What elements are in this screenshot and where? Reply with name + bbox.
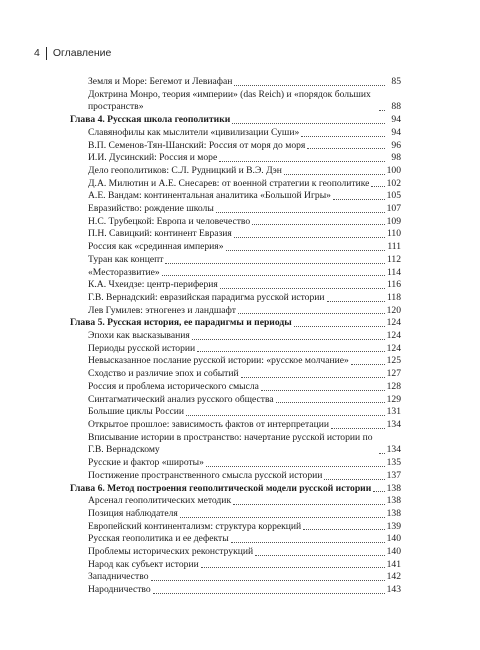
toc-entry-title: Европейский континентализм: структура коррекций <box>88 520 302 532</box>
dot-leader <box>255 555 384 556</box>
toc-entry <box>70 368 401 381</box>
toc-entry-title: Россия и проблема исторического смысла <box>88 380 259 392</box>
toc-page-number: 137 <box>386 469 401 481</box>
toc-entry <box>70 355 401 368</box>
toc-page-number: 131 <box>386 406 401 418</box>
dot-leader <box>180 517 385 518</box>
toc-entry-title: Позиция наблюдателя <box>88 507 178 519</box>
dot-leader <box>241 377 385 378</box>
toc-entry-title: Дело геополитиков: С.Л. Рудницкий и В.Э. Дэн <box>88 164 282 176</box>
toc-entry-title: Русская геополитика и ее дефекты <box>88 533 229 545</box>
toc-entry-title: В.П. Семенов-Тян-Шанский: Россия от моря до моря <box>88 139 306 151</box>
toc-entry-title: Н.С. Трубецкой: Европа и человечество <box>88 215 251 227</box>
dot-leader <box>192 339 385 340</box>
toc-entry <box>70 305 401 318</box>
toc-entry <box>70 406 401 419</box>
dot-leader <box>233 504 385 505</box>
toc-entry <box>70 330 401 343</box>
toc-page-number: 138 <box>386 507 401 519</box>
toc-entry-title: П.Н. Савицкий: континент Евразия <box>88 228 232 240</box>
toc-page-number: 127 <box>386 368 401 380</box>
toc-entry <box>70 140 401 153</box>
toc-entry-title: Вписывание истории в пространство: начертание русской истории по Г.В. Вернадскому <box>88 431 373 456</box>
header-divider <box>46 47 47 60</box>
dot-leader <box>373 491 384 492</box>
toc-page-number: 124 <box>386 342 401 354</box>
toc-entry <box>70 584 401 597</box>
toc-page-number: 111 <box>387 241 401 253</box>
toc-entry-title: «Месторазвитие» <box>88 266 160 278</box>
dot-leader <box>331 428 385 429</box>
toc-page-number: 139 <box>386 520 401 532</box>
dot-leader <box>197 351 384 352</box>
toc-entry-title: Проблемы исторических реконструкций <box>88 546 254 558</box>
toc-entry <box>70 279 401 292</box>
toc-page-number: 98 <box>391 152 401 164</box>
toc-entry <box>70 495 401 508</box>
toc-page-number: 134 <box>386 444 401 456</box>
dot-leader <box>379 453 385 454</box>
toc-entry <box>70 89 401 114</box>
toc-entry-title: Арсенал геополитических методик <box>88 495 232 507</box>
toc-entry <box>70 533 401 546</box>
toc-page-number: 125 <box>386 355 401 367</box>
toc-chapter-heading <box>70 317 401 330</box>
toc-page-number: 118 <box>386 291 401 303</box>
dot-leader <box>294 326 385 327</box>
toc-page-number: 124 <box>386 330 401 342</box>
toc-entry-title: Доктрина Монро, теория «империи» (das Reich) и «порядок больших пространств» <box>88 88 371 113</box>
toc-page-number: 134 <box>386 418 401 430</box>
toc-page-number: 109 <box>386 215 401 227</box>
toc-entry <box>70 152 401 165</box>
toc-entry <box>70 216 401 229</box>
dot-leader <box>301 136 385 137</box>
dot-leader <box>284 174 385 175</box>
toc-entry-title: Синтагматический анализ русского общества <box>88 393 274 405</box>
dot-leader <box>333 199 385 200</box>
toc-page-number: 114 <box>386 266 401 278</box>
toc-entry <box>70 165 401 178</box>
toc-entry-title: Глава 5. Русская история, ее парадигмы и периоды <box>70 317 292 329</box>
dot-leader <box>231 542 385 543</box>
toc-entry-title: Земля и Море: Бегемот и Левиафан <box>88 76 233 87</box>
toc-page-number: 94 <box>391 126 401 138</box>
dot-leader <box>234 237 385 238</box>
dot-leader <box>153 593 385 594</box>
toc-entry-title: Лев Гумилев: этногенез и ландшафт <box>88 304 236 316</box>
dot-leader <box>226 250 385 251</box>
dot-leader <box>220 288 385 289</box>
toc-entry-title: Евразийство: рождение школы <box>88 203 214 215</box>
dot-leader <box>216 212 385 213</box>
toc-entry-title: К.А. Чхеидзе: центр-периферия <box>88 279 218 291</box>
toc-chapter-heading <box>70 483 401 496</box>
toc-page-number: 140 <box>386 546 401 558</box>
toc-page-number: 143 <box>386 584 401 596</box>
toc-entry <box>70 228 401 241</box>
dot-leader <box>206 466 385 467</box>
toc-entry-title: Сходство и различие эпох и событий <box>88 368 239 380</box>
toc-entry <box>70 292 401 305</box>
toc-entry <box>70 127 401 140</box>
toc-entry <box>70 571 401 584</box>
toc-entry <box>70 203 401 216</box>
toc-entry <box>70 432 401 457</box>
toc-entry-title: Западничество <box>88 571 149 583</box>
toc-page-number: 135 <box>386 457 401 469</box>
toc-entry <box>70 343 401 356</box>
dot-leader <box>327 301 385 302</box>
dot-leader <box>238 313 385 314</box>
toc-entry <box>70 190 401 203</box>
toc-entry-title: Народ как субъект истории <box>88 558 199 570</box>
toc-entry-title: Периоды русской истории <box>88 342 196 354</box>
toc-entry-title: Россия как «срединная империя» <box>88 241 224 253</box>
dot-leader <box>303 529 384 530</box>
toc-entry <box>70 381 401 394</box>
toc-entry <box>70 521 401 534</box>
toc-entry-title: Большие циклы России <box>88 406 184 418</box>
dot-leader <box>276 402 385 403</box>
dot-leader <box>219 161 385 162</box>
toc-entry <box>70 241 401 254</box>
toc-entry-title: Русские и фактор «широты» <box>88 457 204 469</box>
toc-entry <box>70 254 401 267</box>
toc-entry <box>70 419 401 432</box>
running-header <box>34 46 111 60</box>
toc-page-number: 102 <box>386 177 401 189</box>
toc-entry-title: Открытое прошлое: зависимость фактов от интерпретации <box>88 418 329 430</box>
toc-entry-title: Невысказанное послание русской истории: «русское молчание» <box>88 355 349 367</box>
toc-entry-title: А.Е. Вандам: континентальная аналитика «Большой Игры» <box>88 190 331 202</box>
dot-leader <box>324 479 384 480</box>
toc-page-number: 107 <box>386 203 401 215</box>
toc-entry <box>70 178 401 191</box>
dot-leader <box>234 85 385 86</box>
toc-entry-title: Глава 6. Метод построения геополитической модели русской истории <box>70 482 372 494</box>
dot-leader <box>379 110 385 111</box>
toc-page-number: 138 <box>386 495 401 507</box>
toc-entry <box>70 267 401 280</box>
toc-page-number: 128 <box>386 380 401 392</box>
toc-entry <box>70 559 401 572</box>
dot-leader <box>252 224 384 225</box>
toc-entry-title: Глава 4. Русская школа геополитики <box>70 114 231 126</box>
toc-page-number: 124 <box>386 317 401 329</box>
toc-page-number: 116 <box>386 279 401 291</box>
toc-page-number: 96 <box>391 139 401 151</box>
toc-page-number: 138 <box>386 482 401 494</box>
toc-entry <box>70 508 401 521</box>
toc-entry-title: Г.В. Вернадский: евразийская парадигма русской истории <box>88 291 325 303</box>
dot-leader <box>162 275 385 276</box>
toc-page-number: 140 <box>386 533 401 545</box>
dot-leader <box>261 390 385 391</box>
toc-page-number: 129 <box>386 393 401 405</box>
table-of-contents <box>70 76 401 597</box>
toc-page-number: 100 <box>386 164 401 176</box>
toc-entry <box>70 457 401 470</box>
toc-entry <box>70 76 401 89</box>
toc-entry-title: Туран как концепт <box>88 253 164 265</box>
toc-entry-title: Народничество <box>88 584 151 596</box>
toc-page-number: 142 <box>386 571 401 583</box>
toc-entry-title: Д.А. Милютин и А.Е. Снесарев: от военной стратегии к геополитике <box>88 177 370 189</box>
running-title: Оглавление <box>52 47 112 59</box>
toc-page-number: 88 <box>391 101 401 113</box>
toc-page-number: 110 <box>386 228 401 240</box>
toc-page-number: 141 <box>386 558 401 570</box>
dot-leader <box>351 364 385 365</box>
toc-page-number: 120 <box>386 304 401 316</box>
toc-entry <box>70 394 401 407</box>
toc-entry-title: Постижение пространственного смысла русской истории <box>88 469 323 481</box>
toc-page-number: 105 <box>386 190 401 202</box>
toc-chapter-heading <box>70 114 401 127</box>
dot-leader <box>201 567 385 568</box>
dot-leader <box>165 263 385 264</box>
dot-leader <box>151 580 385 581</box>
toc-entry <box>70 470 401 483</box>
dot-leader <box>232 123 385 124</box>
page-number: 4 <box>34 47 40 59</box>
toc-page-number: 94 <box>391 114 401 126</box>
toc-entry-title: Эпохи как высказывания <box>88 330 190 342</box>
dot-leader <box>371 186 384 187</box>
toc-entry-title: Славянофилы как мыслители «цивилизации Суши» <box>88 126 300 138</box>
toc-page-number: 112 <box>386 253 401 265</box>
toc-entry-title: И.И. Дусинский: Россия и море <box>88 152 218 164</box>
toc-entry <box>70 546 401 559</box>
dot-leader <box>307 148 385 149</box>
dot-leader <box>186 415 385 416</box>
toc-page-number: 85 <box>391 76 401 87</box>
